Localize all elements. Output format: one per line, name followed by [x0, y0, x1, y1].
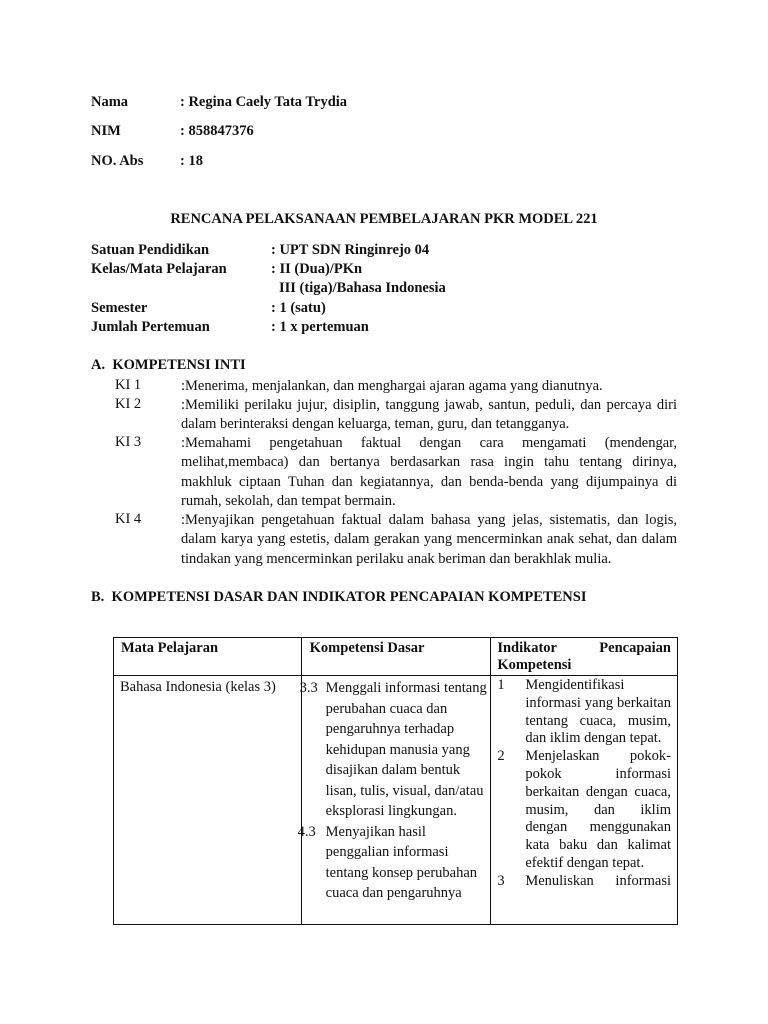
- indicator-number: 2: [497, 748, 505, 765]
- identity-value-abs: : 18: [180, 153, 203, 169]
- cell-subject: [114, 676, 302, 925]
- section-a-heading: A. KOMPETENSI INTI: [91, 357, 246, 373]
- kd-item: [297, 822, 491, 904]
- table-row: [114, 676, 678, 925]
- indicator-text: Menjelaskan pokok-pokok informasi berkaitan dengan cuaca, musim, dan iklim dengan menggunakan kata baku dan kalimat efektif dengan tepat.: [525, 748, 671, 871]
- identity-label-nim: NIM: [91, 123, 121, 139]
- kelas-value: : II (Dua)/PKn: [271, 261, 363, 277]
- indicator-text: Menuliskan informasi: [525, 872, 671, 889]
- indicator-item: [491, 676, 677, 748]
- semester-label: Semester: [91, 300, 148, 316]
- indicator-item: [491, 873, 677, 891]
- competency-table: [113, 637, 678, 925]
- ki-text: :Memahami pengetahuan faktual dengan cara mengamati (mendengar, melihat,membaca) dan bertanya berdasarkan rasa ingin tahu tentang dirinya, makhluk ciptaan Tuhan dan kegiatannya, dan benda-benda yang dijumpainya di rumah, sekolah, dan tempat bermain.: [181, 435, 677, 509]
- kd-number: 4.3: [297, 823, 316, 840]
- header-cell-indicator: [491, 638, 678, 676]
- satuan-label: Satuan Pendidikan: [91, 242, 210, 258]
- kd-number: 3.3: [299, 680, 318, 696]
- ki-text: :Menyajikan pengetahuan faktual dalam bahasa yang jelas, sistematis, dan logis, dalam karya yang estetis, dalam gerakan yang mencerminkan anak sehat, dan dalam tindakan yang mencerminkan perilaku anak beriman dan berakhlak mulia.: [181, 512, 677, 567]
- header-cell-kd: [301, 638, 491, 676]
- ki-code: KI 2: [115, 396, 142, 412]
- ki-code: KI 3: [115, 434, 142, 450]
- kd-item: [299, 676, 491, 822]
- kd-text: Menggali informasi tentang perubahan cuaca dan pengaruhnya terhadap kehidupan manusia yang disajikan dalam bentuk lisan, tulis, visual, dan/atau eksplorasi lingkungan.: [325, 680, 487, 819]
- header-indicator: Indikator Pencapaian Kompetensi: [497, 640, 671, 673]
- header-subject: Mata Pelajaran: [121, 640, 219, 656]
- cell-kd: [297, 676, 491, 925]
- ki-code: KI 4: [115, 511, 142, 527]
- jumlah-value: : 1 x pertemuan: [271, 319, 369, 335]
- ki-text: :Menerima, menjalankan, dan menghargai ajaran agama yang dianutnya.: [181, 378, 603, 394]
- indicator-text: Mengidentifikasi informasi yang berkaitan tentang cuaca, musim, dan iklim dengan tepat.: [525, 677, 671, 747]
- identity-label-nama: Nama: [91, 94, 129, 110]
- ki-text: :Memiliki perilaku jujur, disiplin, tanggung jawab, santun, peduli, dan percaya diri dalam berinteraksi dengan keluarga, teman, guru, dan tetangganya.: [181, 397, 677, 433]
- table-header-row: [114, 638, 678, 676]
- satuan-value: : UPT SDN Ringinrejo 04: [271, 242, 430, 258]
- header-cell-subject: [114, 638, 302, 676]
- jumlah-label: Jumlah Pertemuan: [91, 319, 210, 335]
- semester-value: : 1 (satu): [271, 300, 326, 316]
- identity-value-nim: : 858847376: [180, 123, 254, 139]
- identity-value-nama: : Regina Caely Tata Trydia: [180, 94, 348, 110]
- indicator-number: 1: [497, 677, 505, 693]
- kelas-label: Kelas/Mata Pelajaran: [91, 261, 227, 277]
- subject-text: Bahasa Indonesia (kelas 3): [120, 679, 276, 695]
- kd-text: Menyajikan hasil penggalian informasi tentang konsep perubahan cuaca dan pengaruhnya: [325, 823, 478, 901]
- indicator-number: 3: [497, 872, 505, 889]
- ki-code: KI 1: [115, 377, 142, 393]
- identity-label-abs: NO. Abs: [91, 153, 144, 169]
- section-b-heading: B. KOMPETENSI DASAR DAN INDIKATOR PENCAPAIAN KOMPETENSI: [91, 589, 587, 605]
- document-title: RENCANA PELAKSANAAN PEMBELAJARAN PKR MODEL 221: [170, 211, 598, 227]
- indicator-item: [491, 748, 677, 873]
- cell-indicator: [491, 676, 678, 925]
- kelas-value-second: III (tiga)/Bahasa Indonesia: [279, 280, 446, 296]
- header-kd: Kompetensi Dasar: [309, 640, 425, 656]
